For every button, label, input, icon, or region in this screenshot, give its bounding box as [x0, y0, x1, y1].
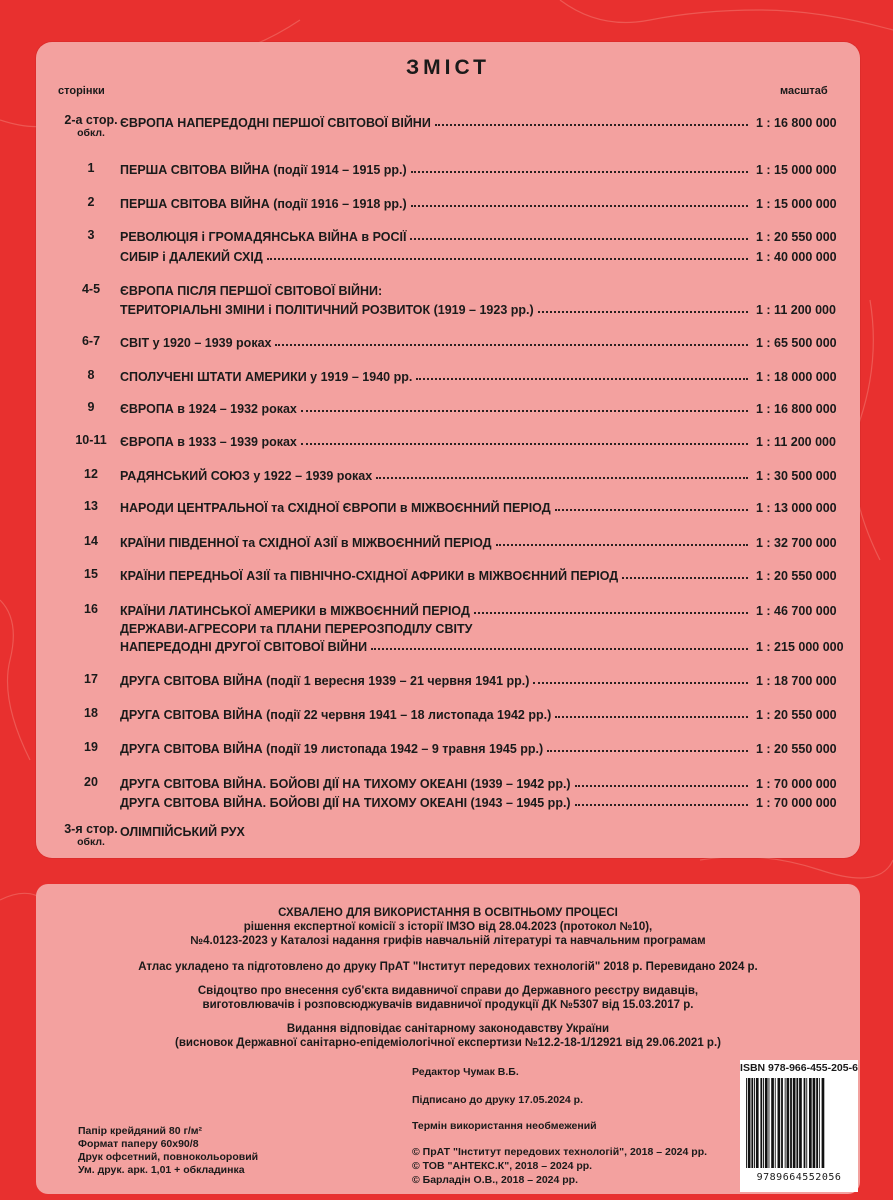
entry-title-main: ДРУГА СВІТОВА ВІЙНА. БОЙОВІ ДІЇ НА ТИХОМУ ОКЕАНІ (1943 – 1945 рр.)	[120, 796, 571, 810]
entry-page	[56, 161, 126, 175]
entry-page-number: 13	[84, 499, 98, 513]
dot-leader	[376, 477, 748, 479]
entry-page	[56, 740, 126, 754]
usage-term: Термін використання необмежений	[412, 1120, 597, 1132]
contents-panel	[36, 42, 860, 858]
barcode-digits: 9789664552056	[756, 1172, 842, 1183]
entry-page	[56, 602, 126, 616]
entry-title-main: ПЕРША СВІТОВА ВІЙНА	[120, 197, 270, 211]
entry-line	[120, 431, 860, 449]
entry-page-number: 8	[87, 368, 95, 382]
entry-page-number: 3	[87, 228, 95, 242]
entry-scale: 1 : 15 000 000	[756, 163, 837, 177]
entry-scale: 1 : 40 000 000	[756, 250, 837, 264]
entry-scale: 1 : 16 800 000	[756, 116, 837, 130]
entry-page	[56, 823, 126, 849]
signed-to-print: Підписано до друку 17.05.2024 р.	[412, 1094, 583, 1106]
pages-column-header: сторінки	[58, 85, 105, 97]
dot-leader	[547, 750, 748, 752]
entry-scale: 1 : 11 200 000	[756, 303, 836, 317]
paper-spec: Папір крейдяний 80 г/м²	[78, 1125, 203, 1137]
entry-line	[120, 792, 860, 810]
entry-line	[120, 565, 860, 583]
entry-title-main: ПЕРША СВІТОВА ВІЙНА	[120, 163, 270, 177]
entry-title-main: КРАЇНИ ЛАТИНСЬКОЇ АМЕРИКИ в МІЖВОЄННИЙ ПЕРІОД	[120, 604, 470, 618]
barcode-bar	[756, 1078, 759, 1168]
entry-scale: 1 : 65 500 000	[756, 336, 837, 350]
entry-title-main: ДЕРЖАВИ-АГРЕСОРИ та ПЛАНИ ПЕРЕРОЗПОДІЛУ СВІТУ	[120, 622, 473, 636]
entry-page	[56, 114, 126, 140]
entry-title-main: ДРУГА СВІТОВА ВІЙНА	[120, 708, 263, 722]
entry-scale: 1 : 18 700 000	[756, 674, 837, 688]
dot-leader	[555, 509, 748, 511]
entry-page	[56, 499, 126, 513]
barcode-bar	[813, 1078, 816, 1168]
entry-page-number: 1	[87, 161, 95, 175]
barcode-bar	[751, 1078, 753, 1168]
entry-title-main: СВІТ у 1920 – 1939 роках	[120, 336, 272, 350]
entry-title-dates: (події 1 вересня 1939 – 21 червня 1941 рр.)	[262, 674, 530, 688]
entry-scale: 1 : 70 000 000	[756, 777, 837, 791]
entry-page	[56, 195, 126, 209]
isbn-label: ISBN 978-966-455-205-6	[740, 1062, 858, 1074]
entry-title	[120, 435, 301, 449]
entry-title-main: ДРУГА СВІТОВА ВІЙНА	[120, 742, 263, 756]
entry-line	[120, 670, 860, 688]
approved-catalog: №4.0123-2023 у Каталозі надання грифів навчальній літературі та навчальним програмам	[190, 935, 706, 947]
entry-line	[120, 193, 860, 211]
barcode-bar	[806, 1078, 807, 1168]
dot-leader	[371, 648, 748, 650]
entry-page	[56, 567, 126, 581]
entry-scale: 1 : 20 550 000	[756, 230, 837, 244]
scale-column-header: масштаб	[780, 85, 828, 97]
entry-title	[120, 796, 575, 810]
entry-page	[56, 228, 126, 242]
copyright-1: © ПрАТ "Інститут передових технологій", 2018 – 2024 рр.	[412, 1146, 708, 1158]
entry-title-dates: (події 1914 – 1915 рр.)	[269, 163, 407, 177]
barcode-bar	[799, 1078, 802, 1168]
barcode-bar	[787, 1078, 790, 1168]
entry-title-main: РЕВОЛЮЦІЯ і ГРОМАДЯНСЬКА ВІЙНА в РОСІЇ	[120, 230, 407, 244]
dot-leader	[267, 258, 748, 260]
entry-page	[56, 433, 126, 447]
entry-title-main: НАПЕРЕДОДНІ ДРУГОЇ СВІТОВОЇ ВІЙНИ	[120, 640, 368, 654]
entry-scale: 1 : 20 550 000	[756, 569, 837, 583]
barcode-bar	[819, 1078, 820, 1168]
entry-title	[120, 501, 555, 515]
entry-line	[120, 246, 860, 264]
barcode-bar	[816, 1078, 818, 1168]
barcode-bar	[775, 1078, 776, 1168]
entry-page-note: обкл.	[77, 836, 105, 848]
entry-title-main: ЄВРОПА ПІСЛЯ ПЕРШОЇ СВІТОВОЇ ВІЙНИ:	[120, 284, 383, 298]
certificate-line-2: виготовлювачів і розповсюджувачів видавничої продукції ДК №5307 від 15.03.2017 р.	[202, 999, 694, 1011]
entry-page	[56, 400, 126, 414]
entry-scale: 1 : 70 000 000	[756, 796, 837, 810]
barcode-bar	[748, 1078, 751, 1168]
entry-title	[120, 402, 301, 416]
barcode-bar	[804, 1078, 806, 1168]
dot-leader	[496, 544, 748, 546]
entry-title	[120, 604, 474, 618]
entry-title-dates: (події 19 листопада 1942 – 9 травня 1945 рр.)	[262, 742, 544, 756]
entry-scale: 1 : 20 550 000	[756, 708, 837, 722]
contents-title: ЗМІСТ	[406, 56, 490, 79]
entry-line	[120, 773, 860, 791]
entry-title	[120, 303, 538, 317]
entry-page-number: 12	[84, 467, 98, 481]
entry-title-dates: (події 22 червня 1941 – 18 листопада 1942 рр.)	[262, 708, 552, 722]
entry-line	[120, 159, 860, 177]
dot-leader	[435, 124, 748, 126]
entry-page-number: 9	[87, 400, 95, 414]
entry-page-number: 14	[84, 534, 98, 548]
entry-scale: 1 : 32 700 000	[756, 536, 837, 550]
entry-title	[120, 825, 249, 839]
dot-leader	[411, 205, 748, 207]
entry-title	[120, 336, 275, 350]
dot-leader	[411, 171, 748, 173]
entry-title-main: КРАЇНИ ПЕРЕДНЬОЇ АЗІЇ та ПІВНІЧНО-СХІДНОЇ АФРИКИ в МІЖВОЄННИЙ ПЕРІОД	[120, 569, 619, 583]
entry-title-main: РАДЯНСЬКИЙ СОЮЗ у 1922 – 1939 роках	[120, 469, 373, 483]
dot-leader	[575, 804, 748, 806]
barcode-bar	[765, 1078, 768, 1168]
entry-title	[120, 284, 386, 298]
entry-page-number: 20	[84, 775, 98, 789]
entry-line	[120, 497, 860, 515]
dot-leader	[416, 378, 748, 380]
dot-leader	[301, 410, 748, 412]
barcode-bar	[763, 1078, 764, 1168]
entry-title	[120, 640, 371, 654]
barcode-bar	[785, 1078, 786, 1168]
entry-line	[120, 704, 860, 722]
entry-line	[120, 618, 860, 636]
entry-line	[120, 398, 860, 416]
entry-title-main: ТЕРИТОРІАЛЬНІ ЗМІНИ і ПОЛІТИЧНИЙ РОЗВИТОК	[120, 303, 431, 317]
entry-page-number: 2-а стор.	[64, 113, 118, 127]
entry-title	[120, 230, 410, 244]
sanitary-line-2: (висновок Державної санітарно-епідеміологічної експертизи №12.2-18-1/12921 від 29.06.2021 р.)	[175, 1037, 721, 1049]
entry-page	[56, 282, 126, 296]
entry-page-note: обкл.	[77, 127, 105, 139]
certificate-line-1: Свідоцтво про внесення суб'єкта видавничої справи до Державного реєстру видавців,	[197, 985, 699, 997]
entry-title	[120, 536, 496, 550]
entry-page-number: 3-я стор.	[64, 822, 118, 836]
barcode-bar	[769, 1078, 770, 1168]
barcode-bar	[790, 1078, 792, 1168]
isbn-block	[740, 1060, 858, 1192]
entry-page	[56, 534, 126, 548]
entry-line	[120, 636, 860, 654]
dot-leader	[538, 311, 748, 313]
entry-title	[120, 250, 267, 264]
dot-leader	[301, 443, 748, 445]
entry-title	[120, 569, 622, 583]
entry-page-number: 19	[84, 740, 98, 754]
dot-leader	[575, 785, 748, 787]
barcode-bar	[760, 1078, 762, 1168]
entry-page-number: 17	[84, 672, 98, 686]
entry-page	[56, 368, 126, 382]
entry-scale: 1 : 13 000 000	[756, 501, 837, 515]
entry-line	[120, 821, 860, 839]
entry-line	[120, 600, 860, 618]
entry-title-main: ОЛІМПІЙСЬКИЙ РУХ	[120, 825, 245, 839]
entry-page-number: 18	[84, 706, 98, 720]
entry-scale: 1 : 11 200 000	[756, 435, 836, 449]
barcode-bar	[796, 1078, 798, 1168]
entry-title-main: СПОЛУЧЕНІ ШТАТИ АМЕРИКИ у 1919 – 1940 рр.	[120, 370, 413, 384]
approved-heading: СХВАЛЕНО ДЛЯ ВИКОРИСТАННЯ В ОСВІТНЬОМУ ПРОЦЕСІ	[278, 907, 618, 919]
sheets-spec: Ум. друк. арк. 1,01 + обкладинка	[78, 1164, 245, 1176]
entry-scale: 1 : 16 800 000	[756, 402, 837, 416]
entry-scale: 1 : 15 000 000	[756, 197, 837, 211]
entry-scale: 1 : 30 500 000	[756, 469, 837, 483]
barcode-bar	[822, 1078, 825, 1168]
entry-title	[120, 469, 376, 483]
barcode-bar	[809, 1078, 812, 1168]
editor: Редактор Чумак В.Б.	[412, 1066, 519, 1078]
barcode-bar	[754, 1078, 755, 1168]
imprint-panel	[36, 884, 860, 1194]
entry-title-main: НАРОДИ ЦЕНТРАЛЬНОЇ та СХІДНОЇ ЄВРОПИ в МІЖВОЄННИЙ ПЕРІОД	[120, 501, 551, 515]
entry-page-number: 2	[87, 195, 95, 209]
entry-scale: 1 : 20 550 000	[756, 742, 837, 756]
entry-title	[120, 674, 533, 688]
barcode-bar	[793, 1078, 796, 1168]
entry-line	[120, 532, 860, 550]
entry-page	[56, 706, 126, 720]
entry-line	[120, 738, 860, 756]
entry-scale: 1 : 46 700 000	[756, 604, 837, 618]
approved-decision: рішення експертної комісії з історії ІМЗО від 28.04.2023 (протокол №10),	[243, 921, 653, 933]
entry-title	[120, 370, 416, 384]
sanitary-line-1: Видання відповідає санітарному законодавству України	[286, 1023, 610, 1035]
barcode-image	[744, 1078, 854, 1170]
dot-leader	[275, 344, 748, 346]
entry-title	[120, 197, 411, 211]
dot-leader	[622, 577, 748, 579]
entry-title-main: ЄВРОПА в 1933 – 1939 роках	[120, 435, 297, 449]
copyright-3: © Барладін О.В., 2018 – 2024 рр.	[412, 1174, 579, 1186]
entry-page-number: 4-5	[81, 282, 101, 296]
entry-title	[120, 708, 555, 722]
entry-page-number: 6-7	[81, 334, 101, 348]
entry-title-main: ДРУГА СВІТОВА ВІЙНА. БОЙОВІ ДІЇ НА ТИХОМУ ОКЕАНІ (1939 – 1942 рр.)	[120, 777, 571, 791]
entry-title	[120, 777, 575, 791]
entry-title-main: ДРУГА СВІТОВА ВІЙНА	[120, 674, 263, 688]
entry-line	[120, 299, 860, 317]
entry-page	[56, 334, 126, 348]
entry-page-number: 10-11	[75, 433, 107, 447]
dot-leader	[533, 682, 748, 684]
barcode-bar	[778, 1078, 781, 1168]
entry-title-dates: (події 1916 – 1918 рр.)	[269, 197, 407, 211]
entry-line	[120, 366, 860, 384]
entry-line	[120, 226, 860, 244]
entry-line	[120, 332, 860, 350]
barcode-bar	[746, 1078, 747, 1168]
entry-line	[120, 112, 860, 130]
entry-line	[120, 280, 860, 298]
print-specs	[78, 1125, 258, 1177]
entry-page-number: 16	[84, 602, 98, 616]
entry-title-main: ЄВРОПА в 1924 – 1932 роках	[120, 402, 297, 416]
entry-page	[56, 467, 126, 481]
entry-title	[120, 622, 476, 636]
print-type: Друк офсетний, повнокольоровий	[78, 1151, 259, 1163]
entry-title-main: ЄВРОПА НАПЕРЕДОДНІ ПЕРШОЇ СВІТОВОЇ ВІЙНИ	[120, 116, 431, 130]
entry-line	[120, 465, 860, 483]
barcode-bar	[781, 1078, 783, 1168]
entry-title	[120, 163, 411, 177]
entry-scale: 1 : 215 000 000	[756, 640, 844, 654]
entry-page	[56, 672, 126, 686]
barcode-bar	[771, 1078, 774, 1168]
entry-page-number: 15	[84, 567, 98, 581]
entry-page	[56, 775, 126, 789]
format-spec: Формат паперу 60х90/8	[78, 1138, 199, 1150]
dot-leader	[474, 612, 748, 614]
entry-scale: 1 : 18 000 000	[756, 370, 837, 384]
atlas-note: Атлас укладено та підготовлено до друку ПрАТ "Інститут передових технологій" 2018 р. Перевидано 2024 р.	[138, 961, 758, 973]
dot-leader	[555, 716, 748, 718]
entry-title-main: КРАЇНИ ПІВДЕННОЇ та СХІДНОЇ АЗІЇ в МІЖВОЄННИЙ ПЕРІОД	[120, 536, 492, 550]
copyright-2: © ТОВ "АНТЕКС.К", 2018 – 2024 рр.	[412, 1160, 593, 1172]
entry-title-dates: (1919 – 1923 рр.)	[430, 303, 534, 317]
entry-title	[120, 742, 547, 756]
entry-title	[120, 116, 435, 130]
dot-leader	[410, 238, 748, 240]
entry-title-main: СИБІР і ДАЛЕКИЙ СХІД	[120, 250, 263, 264]
